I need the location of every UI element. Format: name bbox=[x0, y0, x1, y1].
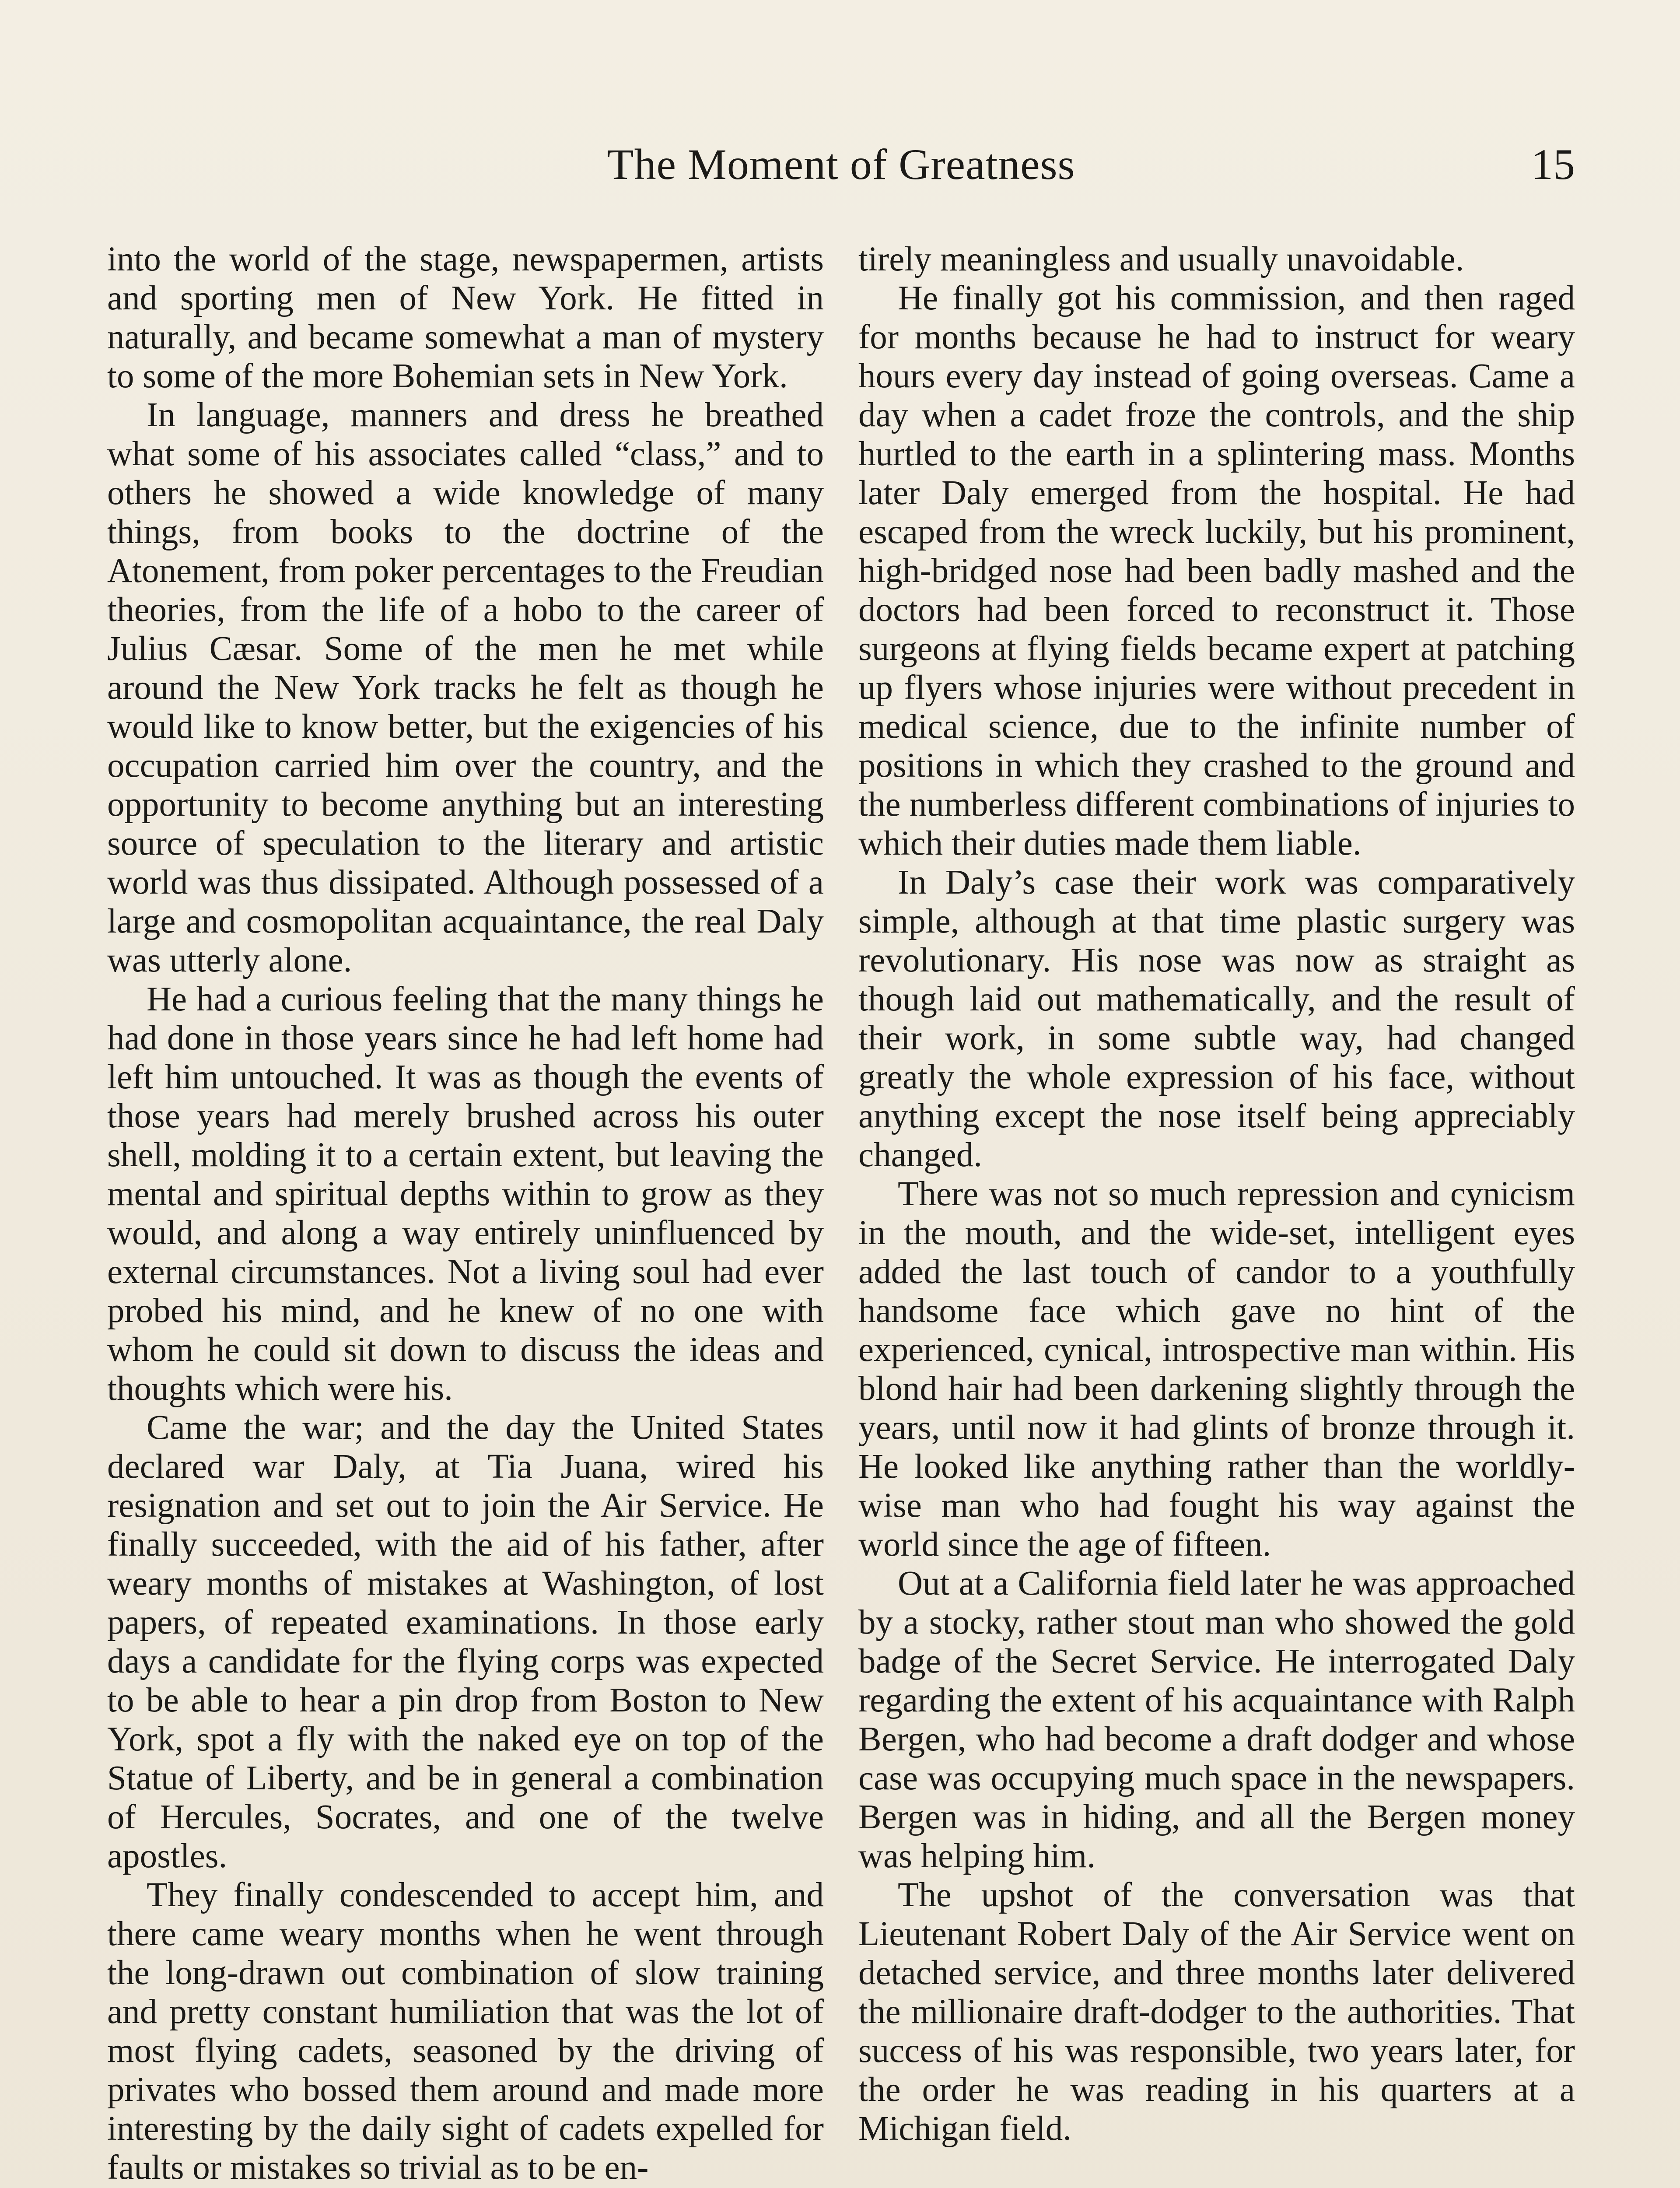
paragraph: Came the war; and the day the United States declared war Daly, at Tia Juana, wired his resignation and set out to join the Air Service. He finally succeeded, with the aid of his father, after weary months of mistakes at Washington, of lost papers, of repeated examinations. In those early days a candidate for the flying corps was expected to be able to hear a pin drop from Boston to New York, spot a fly with the naked eye on top of the Statue of Liberty, and be in general a combination of Hercules, Socrates, and one of the twelve apostles. bbox=[107, 1409, 824, 1875]
paragraph: into the world of the stage, newspapermen, artists and sporting men of New York. He fitted in naturally, and became somewhat a man of mystery to some of the more Bohemian sets in New York. bbox=[107, 240, 824, 395]
paragraph: In Daly’s case their work was comparatively simple, although at that time plastic surgery was revolutionary. His nose was now as straight as though laid out mathematically, and the result of their work, in some subtle way, had changed greatly the whole expression of his face, without anything except the nose itself being appreciably changed. bbox=[858, 863, 1575, 1174]
paragraph: He had a curious feeling that the many things he had done in those years since he had left home had left him untouched. It was as though the events of those years had merely brushed across his outer shell, molding it to a certain extent, but leaving the mental and spiritual depths within to grow as they would, and along a way entirely uninfluenced by external circumstances. Not a living soul had ever probed his mind, and he knew of no one with whom he could sit down to discuss the ideas and thoughts which were his. bbox=[107, 980, 824, 1408]
running-head bbox=[107, 139, 1575, 205]
right-column bbox=[858, 240, 1575, 2148]
page-number: 15 bbox=[1531, 140, 1575, 189]
running-title: The Moment of Greatness bbox=[607, 140, 1075, 189]
paragraph: They finally condescended to accept him, and there came weary months when he went through the long-drawn out combination of slow training and pretty constant humiliation that was the lot of most flying cadets, seasoned by the driving of privates who bossed them around and made more interesting by the daily sight of cadets expelled for faults or mistakes so trivial as to be en- bbox=[107, 1876, 824, 2187]
paragraph: The upshot of the conversation was that Lieutenant Robert Daly of the Air Service went on detached service, and three months later delivered the millionaire draft-dodger to the authorities. That success of his was responsible, two years later, for the order he was reading in his quarters at a Michigan field. bbox=[858, 1876, 1575, 2148]
left-column bbox=[107, 240, 824, 2187]
paragraph: In language, manners and dress he breathed what some of his associates called “class,” and to others he showed a wide knowledge of many things, from books to the doctrine of the Atonement, from poker percentages to the Freudian theories, from the life of a hobo to the career of Julius Cæsar. Some of the men he met while around the New York tracks he felt as though he would like to know better, but the exigencies of his occupation carried him over the country, and the opportunity to become anything but an interesting source of speculation to the literary and artistic world was thus dissipated. Although possessed of a large and cosmopolitan acquaintance, the real Daly was utterly alone. bbox=[107, 396, 824, 979]
paragraph: Out at a California field later he was approached by a stocky, rather stout man who showed the gold badge of the Secret Service. He interrogated Daly regarding the extent of his acquaintance with Ralph Bergen, who had become a draft dodger and whose case was occupying much space in the newspapers. Bergen was in hiding, and all the Bergen money was helping him. bbox=[858, 1564, 1575, 1875]
paragraph: tirely meaningless and usually unavoidable. bbox=[858, 240, 1464, 278]
paragraph: There was not so much repression and cynicism in the mouth, and the wide-set, intelligent eyes added the last touch of candor to a youthfully handsome face which gave no hint of the experienced, cynical, introspective man within. His blond hair had been darkening slightly through the years, until now it had glints of bronze through it. He looked like anything rather than the worldly-wise man who had fought his way against the world since the age of fifteen. bbox=[858, 1175, 1575, 1564]
paragraph: He finally got his commission, and then raged for months because he had to instruct for weary hours every day instead of going overseas. Came a day when a cadet froze the controls, and the ship hurtled to the earth in a splintering mass. Months later Daly emerged from the hospital. He had escaped from the wreck luckily, but his prominent, high-bridged nose had been badly mashed and the doctors had been forced to reconstruct it. Those surgeons at flying fields became expert at patching up flyers whose injuries were without precedent in medical science, due to the infinite number of positions in which they crashed to the ground and the numberless different combinations of injuries to which their duties made them liable. bbox=[858, 279, 1575, 863]
